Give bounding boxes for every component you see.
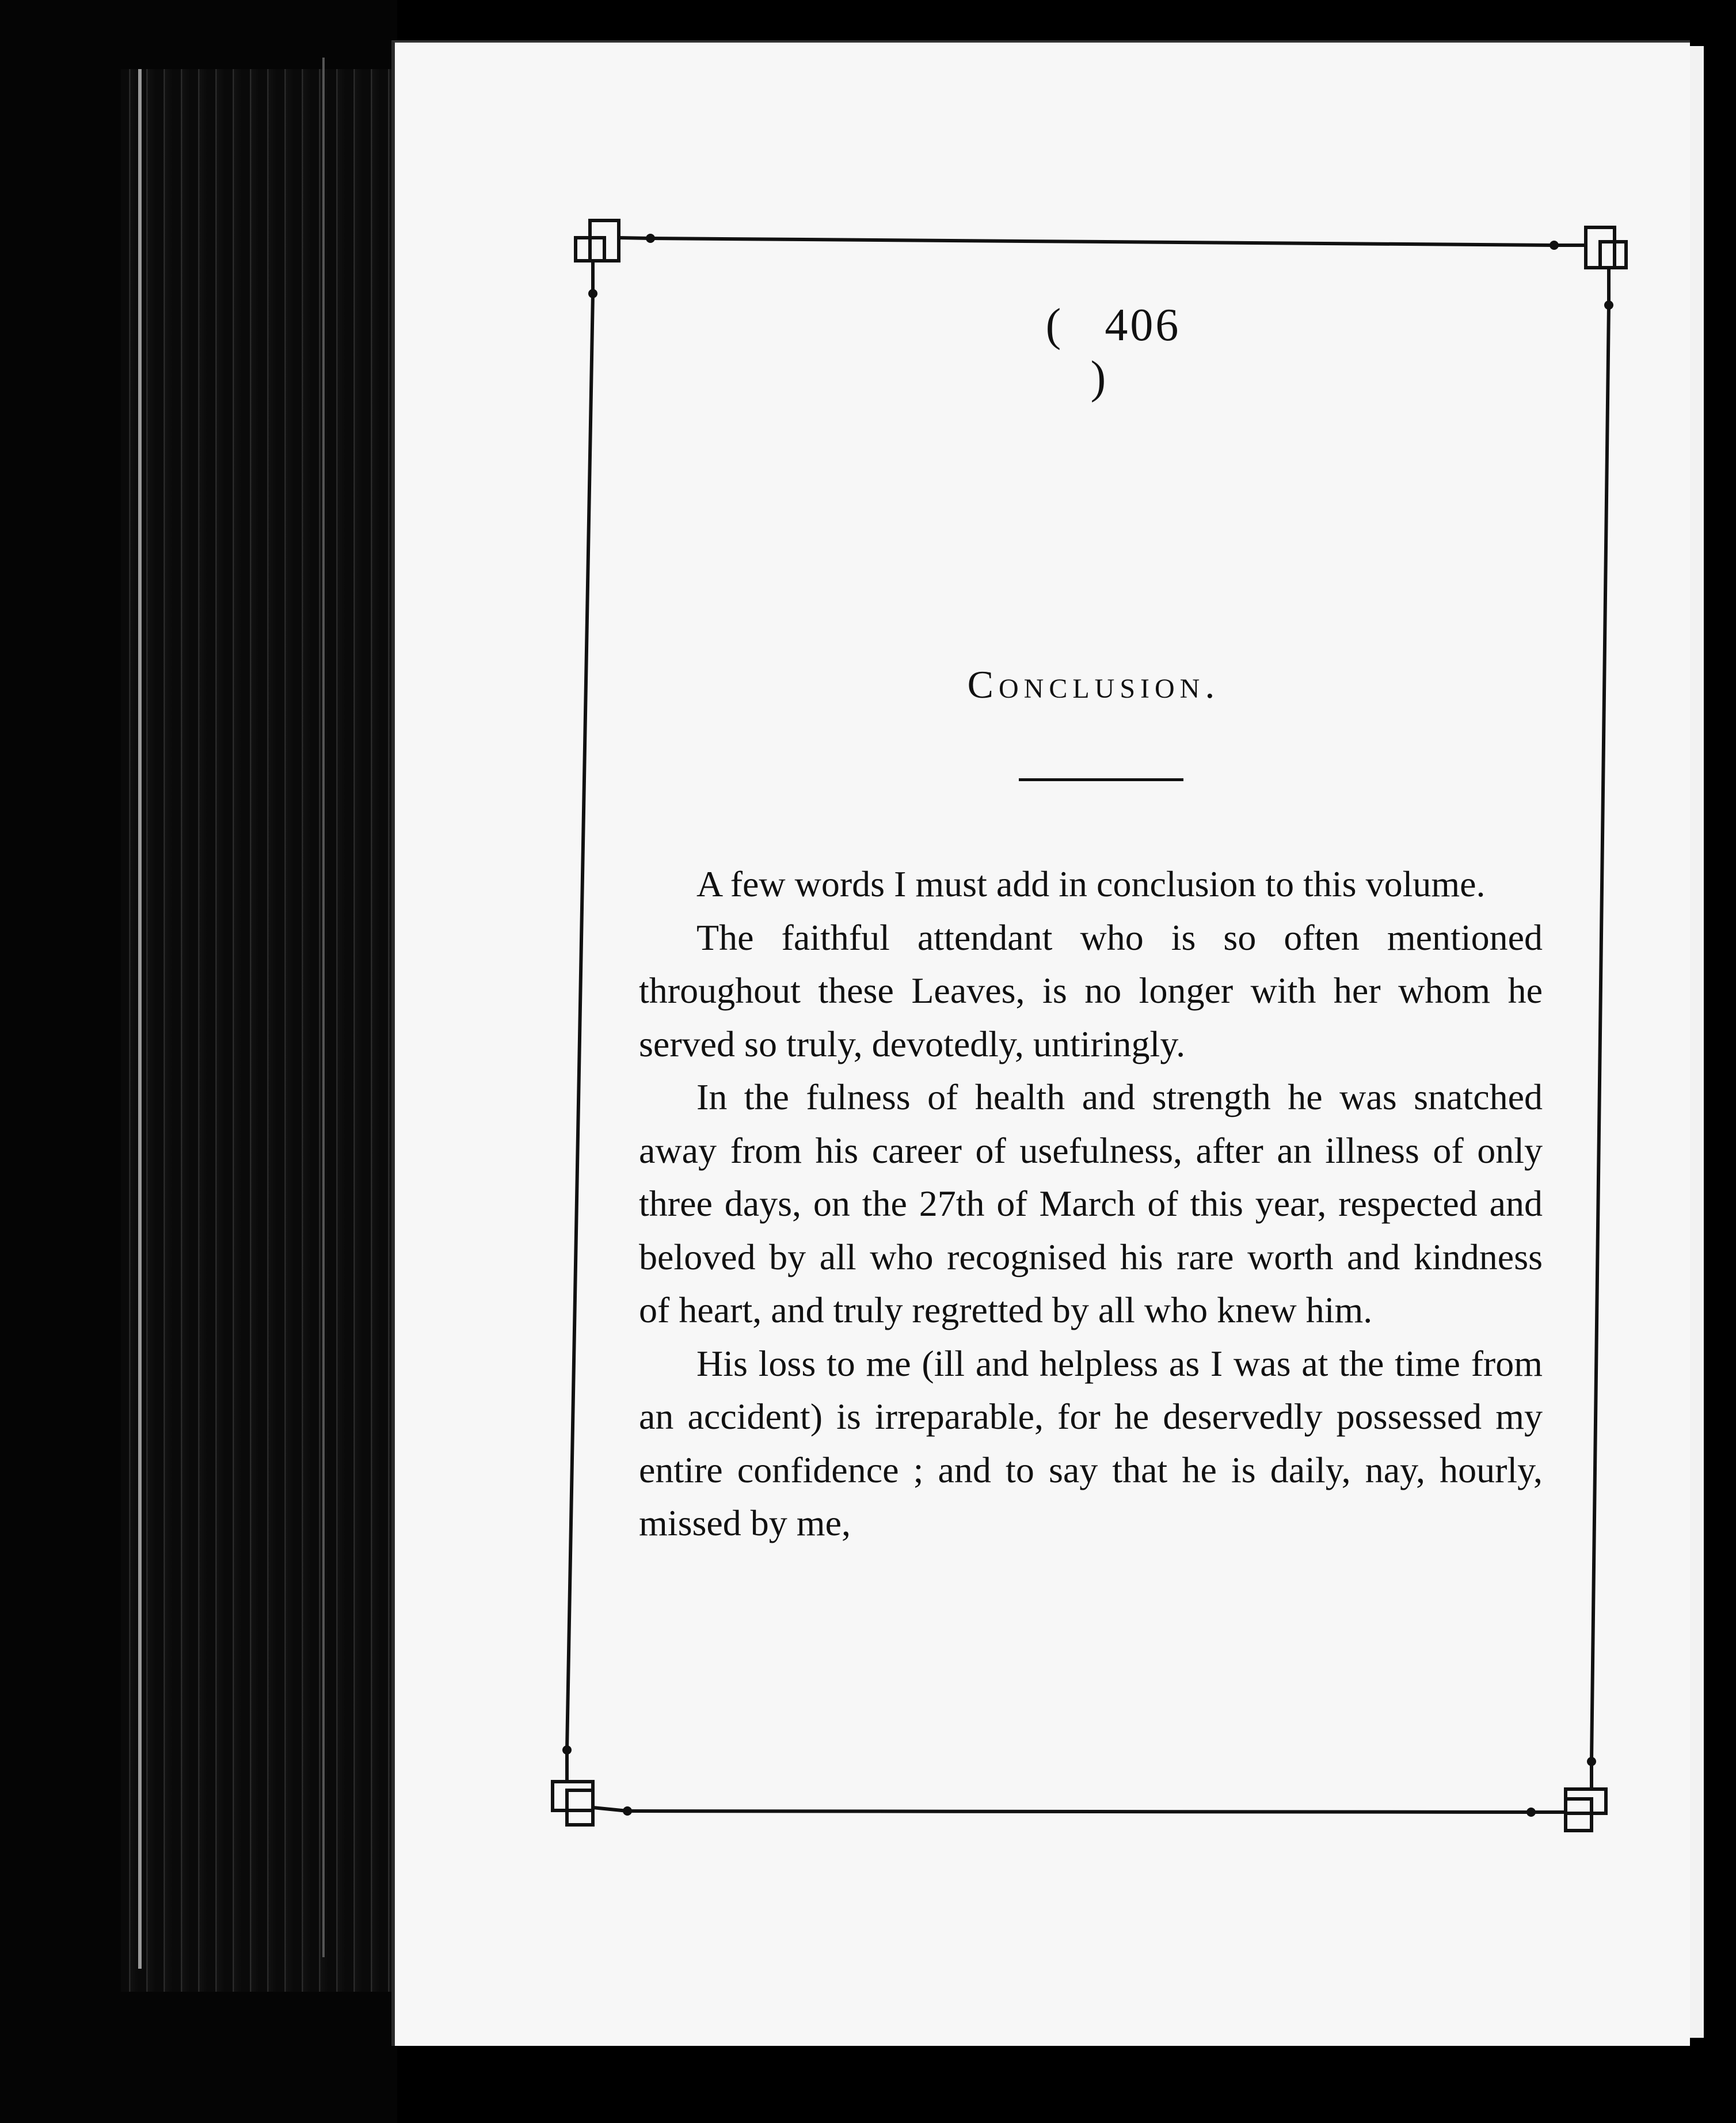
page-number-open-paren: (: [1045, 300, 1064, 351]
corner-dot: [588, 289, 597, 298]
corner-ornament-bottom-right: [1531, 1761, 1606, 1831]
page-number: [1002, 299, 1197, 404]
corner-dot: [1550, 241, 1559, 250]
corner-dot: [1526, 1808, 1536, 1817]
paragraph: The faithful attendant who is so often mentioned throughout these Leaves, is no longer with her whom he served so truly, devotedly, untiringly.: [639, 916, 1543, 1064]
title-rule: [1019, 778, 1183, 781]
page-number-close-paren: ): [1090, 352, 1109, 403]
paragraph: His loss to me (ill and helpless as I was at the time from an accident) is irreparable, for he deservedly possessed my entire confidence ; and to say that he is daily, nay, hourly, missed by me,: [639, 1342, 1543, 1543]
corner-dot: [623, 1806, 632, 1816]
page-number-value: 406: [1105, 300, 1181, 351]
corner-ornament-top-left: [576, 220, 650, 294]
paragraph: In the fulness of health and strength he was snatched away from his career of usefulness, after an illness of only three days, on the 27th of March of this year, respected and beloved by all who recognised his rare worth and kindness of heart, and truly regretted by all who knew him.: [639, 1076, 1543, 1330]
chapter-title: Conclusion.: [967, 663, 1220, 706]
body-text: [639, 858, 1543, 1550]
corner-dot: [1587, 1757, 1596, 1766]
corner-dot: [1604, 300, 1613, 310]
paragraph: A few words I must add in conclusion to this volume.: [696, 863, 1486, 904]
corner-dot: [646, 234, 655, 243]
corner-ornament-bottom-left: [553, 1750, 627, 1825]
corner-dot: [562, 1745, 572, 1755]
corner-ornament-top-right: [1554, 227, 1626, 305]
